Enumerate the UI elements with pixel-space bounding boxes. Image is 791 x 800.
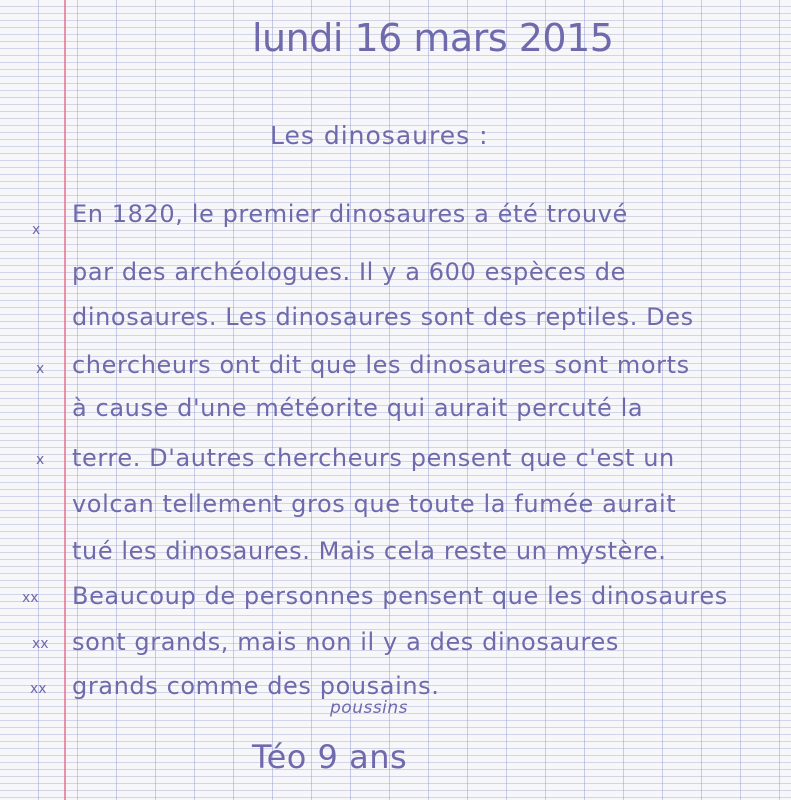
text-line-2: par des archéologues. Il y a 600 espèces de	[72, 258, 626, 286]
margin-mark: x	[36, 452, 45, 468]
text-line-8: tué les dinosaures. Mais cela reste un mystère.	[72, 537, 667, 565]
margin-mark: x	[32, 222, 41, 238]
page-title: Les dinosaures :	[270, 121, 489, 150]
text-line-7: volcan tellement gros que toute la fumée aurait	[72, 490, 677, 518]
margin-mark: xx	[32, 636, 49, 652]
text-line-10: sont grands, mais non il y a des dinosaures	[72, 628, 619, 656]
teacher-correction: poussins	[330, 698, 409, 718]
text-line-5: à cause d'une météorite qui aurait percuté la	[72, 394, 644, 422]
margin-mark: xx	[22, 590, 39, 606]
text-line-1: En 1820, le premier dinosaures a été trouvé	[72, 200, 628, 228]
signature: Téo 9 ans	[252, 738, 408, 776]
text-line-11: grands comme des pousains.	[72, 672, 440, 700]
text-line-9: Beaucoup de personnes pensent que les dinosaures	[72, 582, 728, 610]
text-line-4: chercheurs ont dit que les dinosaures sont morts	[72, 351, 690, 379]
page-date: lundi 16 mars 2015	[252, 16, 614, 60]
margin-mark: x	[36, 361, 45, 377]
margin-mark: xx	[30, 681, 47, 697]
margin-rule	[64, 0, 66, 800]
text-line-6: terre. D'autres chercheurs pensent que c'est un	[72, 444, 675, 472]
text-line-3: dinosaures. Les dinosaures sont des reptiles. Des	[72, 303, 694, 331]
